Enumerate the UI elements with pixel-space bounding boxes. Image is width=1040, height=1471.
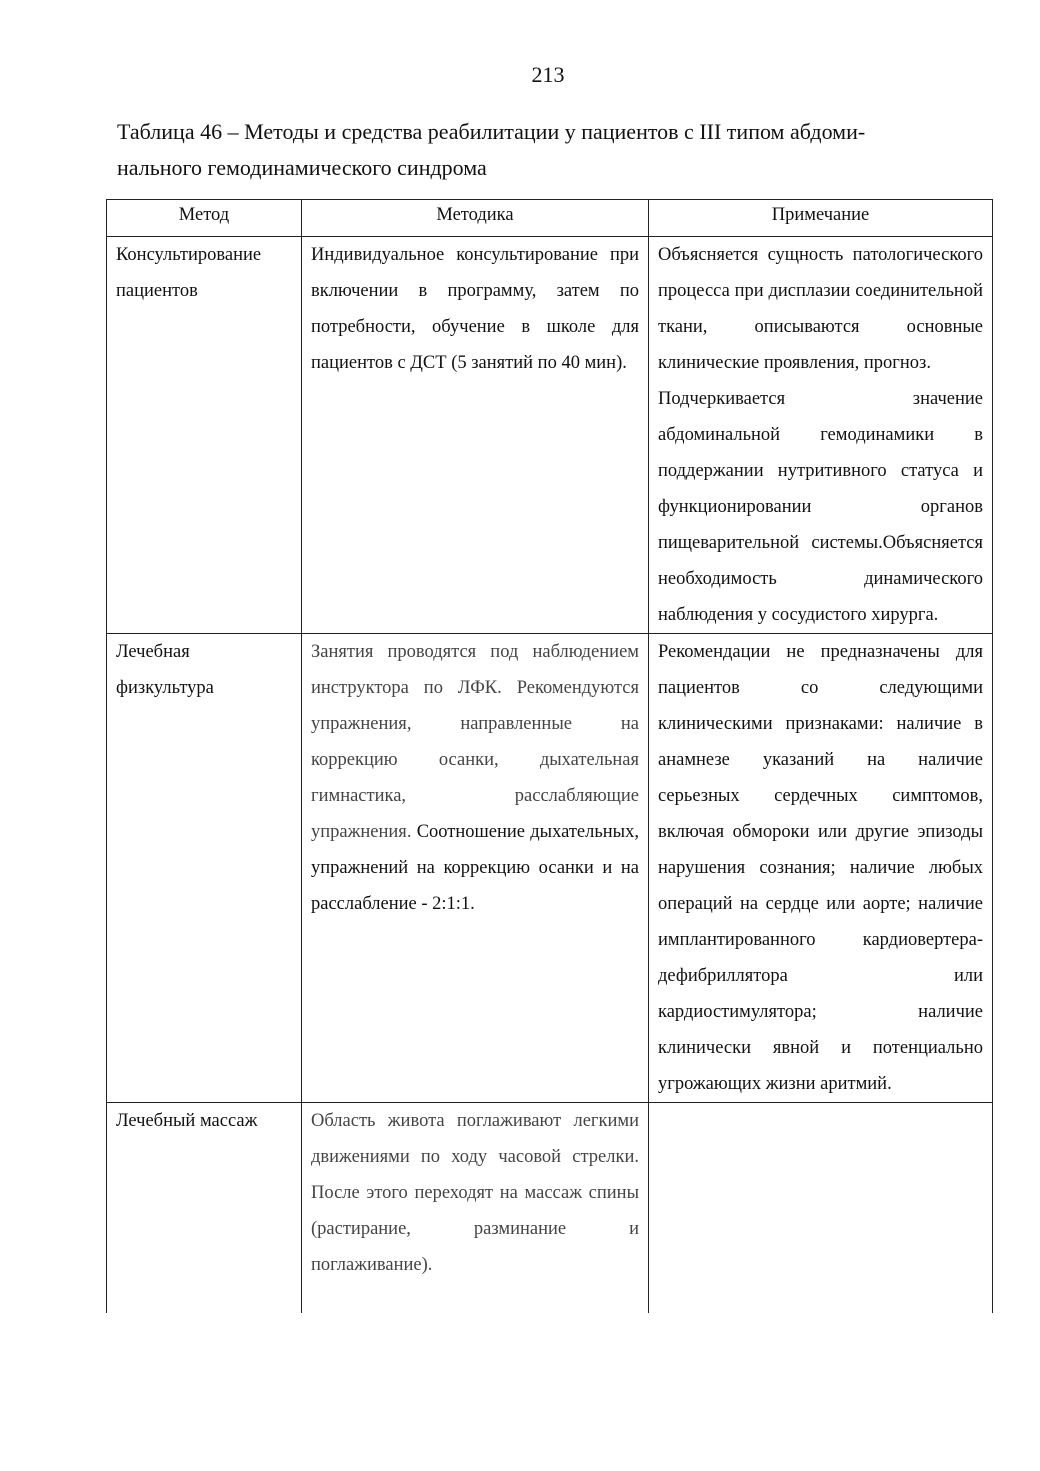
table-row: [107, 1103, 993, 1314]
header-technique: Методика: [302, 200, 649, 237]
caption-line-2: нального гемодинамического синдрома: [117, 155, 487, 180]
cell-method: [107, 634, 302, 1103]
table-caption: [117, 114, 977, 186]
caption-line-1: Таблица 46 – Методы и средства реабилитации у пациентов с III типом абдоми-: [117, 119, 866, 144]
method-text: Лечебный массаж: [116, 1111, 258, 1131]
technique-text-part-b: Соотношение дыхательных, упражнений на коррекцию осанки и на расслабление - 2:1:1.: [311, 822, 639, 914]
header-method: Метод: [107, 200, 302, 237]
cell-note: [649, 237, 993, 634]
cell-note: [649, 1103, 993, 1314]
technique-text-part-a: Занятия проводятся под наблюдением инструктора по ЛФК. Рекомендуются упражнения, направленные на коррекцию осанки, дыхательная гимнастика, расслабляющие упражнения.: [311, 642, 639, 842]
method-text: Лечебная физкультура: [116, 642, 214, 698]
table-row: [107, 634, 993, 1103]
cell-note: [649, 634, 993, 1103]
technique-text: Индивидуальное консультирование при включении в программу, затем по потребности, обучение в школе для пациентов с ДСТ (5 занятий по 40 мин).: [311, 245, 639, 373]
method-text: Консультирование пациентов: [116, 245, 262, 301]
cell-method: [107, 237, 302, 634]
cell-technique: [302, 237, 649, 634]
table-row: [107, 237, 993, 634]
technique-text: Область живота поглаживают легкими движениями по ходу часовой стрелки. После этого переходят на массаж спины (растирание, разминание и поглаживание).: [311, 1111, 639, 1275]
note-text: Рекомендации не предназначены для пациентов со следующими клиническими признаками: наличие в анамнезе указаний на наличие серьезных сердечных симптомов, включая обмороки или другие эпизоды нарушения сознания; наличие любых операций на сердце или аорте; наличие имплантированного кардиовертера-дефибриллятора или кардиостимулятора; наличие клинически явной и потенциально угрожающих жизни аритмий.: [658, 642, 983, 1094]
page-number: 213: [531, 62, 565, 87]
cell-technique: [302, 634, 649, 1103]
technique-text: [311, 634, 639, 922]
rehabilitation-table: [106, 199, 993, 1313]
note-text-paragraph-1: Объясняется сущность патологического процесса при дисплазии соединительной ткани, описываются основные клинические проявления, прогноз.: [658, 245, 983, 373]
header-note: Примечание: [649, 200, 993, 237]
cell-technique: [302, 1103, 649, 1314]
cell-method: [107, 1103, 302, 1314]
note-text-paragraph-2: Подчеркивается значение абдоминальной гемодинамики в поддержании нутритивного статуса и функционировании органов пищеварительной системы.Объясняется необходимость динамического наблюдения у сосудистого хирурга.: [658, 389, 983, 625]
table-header-row: [107, 200, 993, 237]
